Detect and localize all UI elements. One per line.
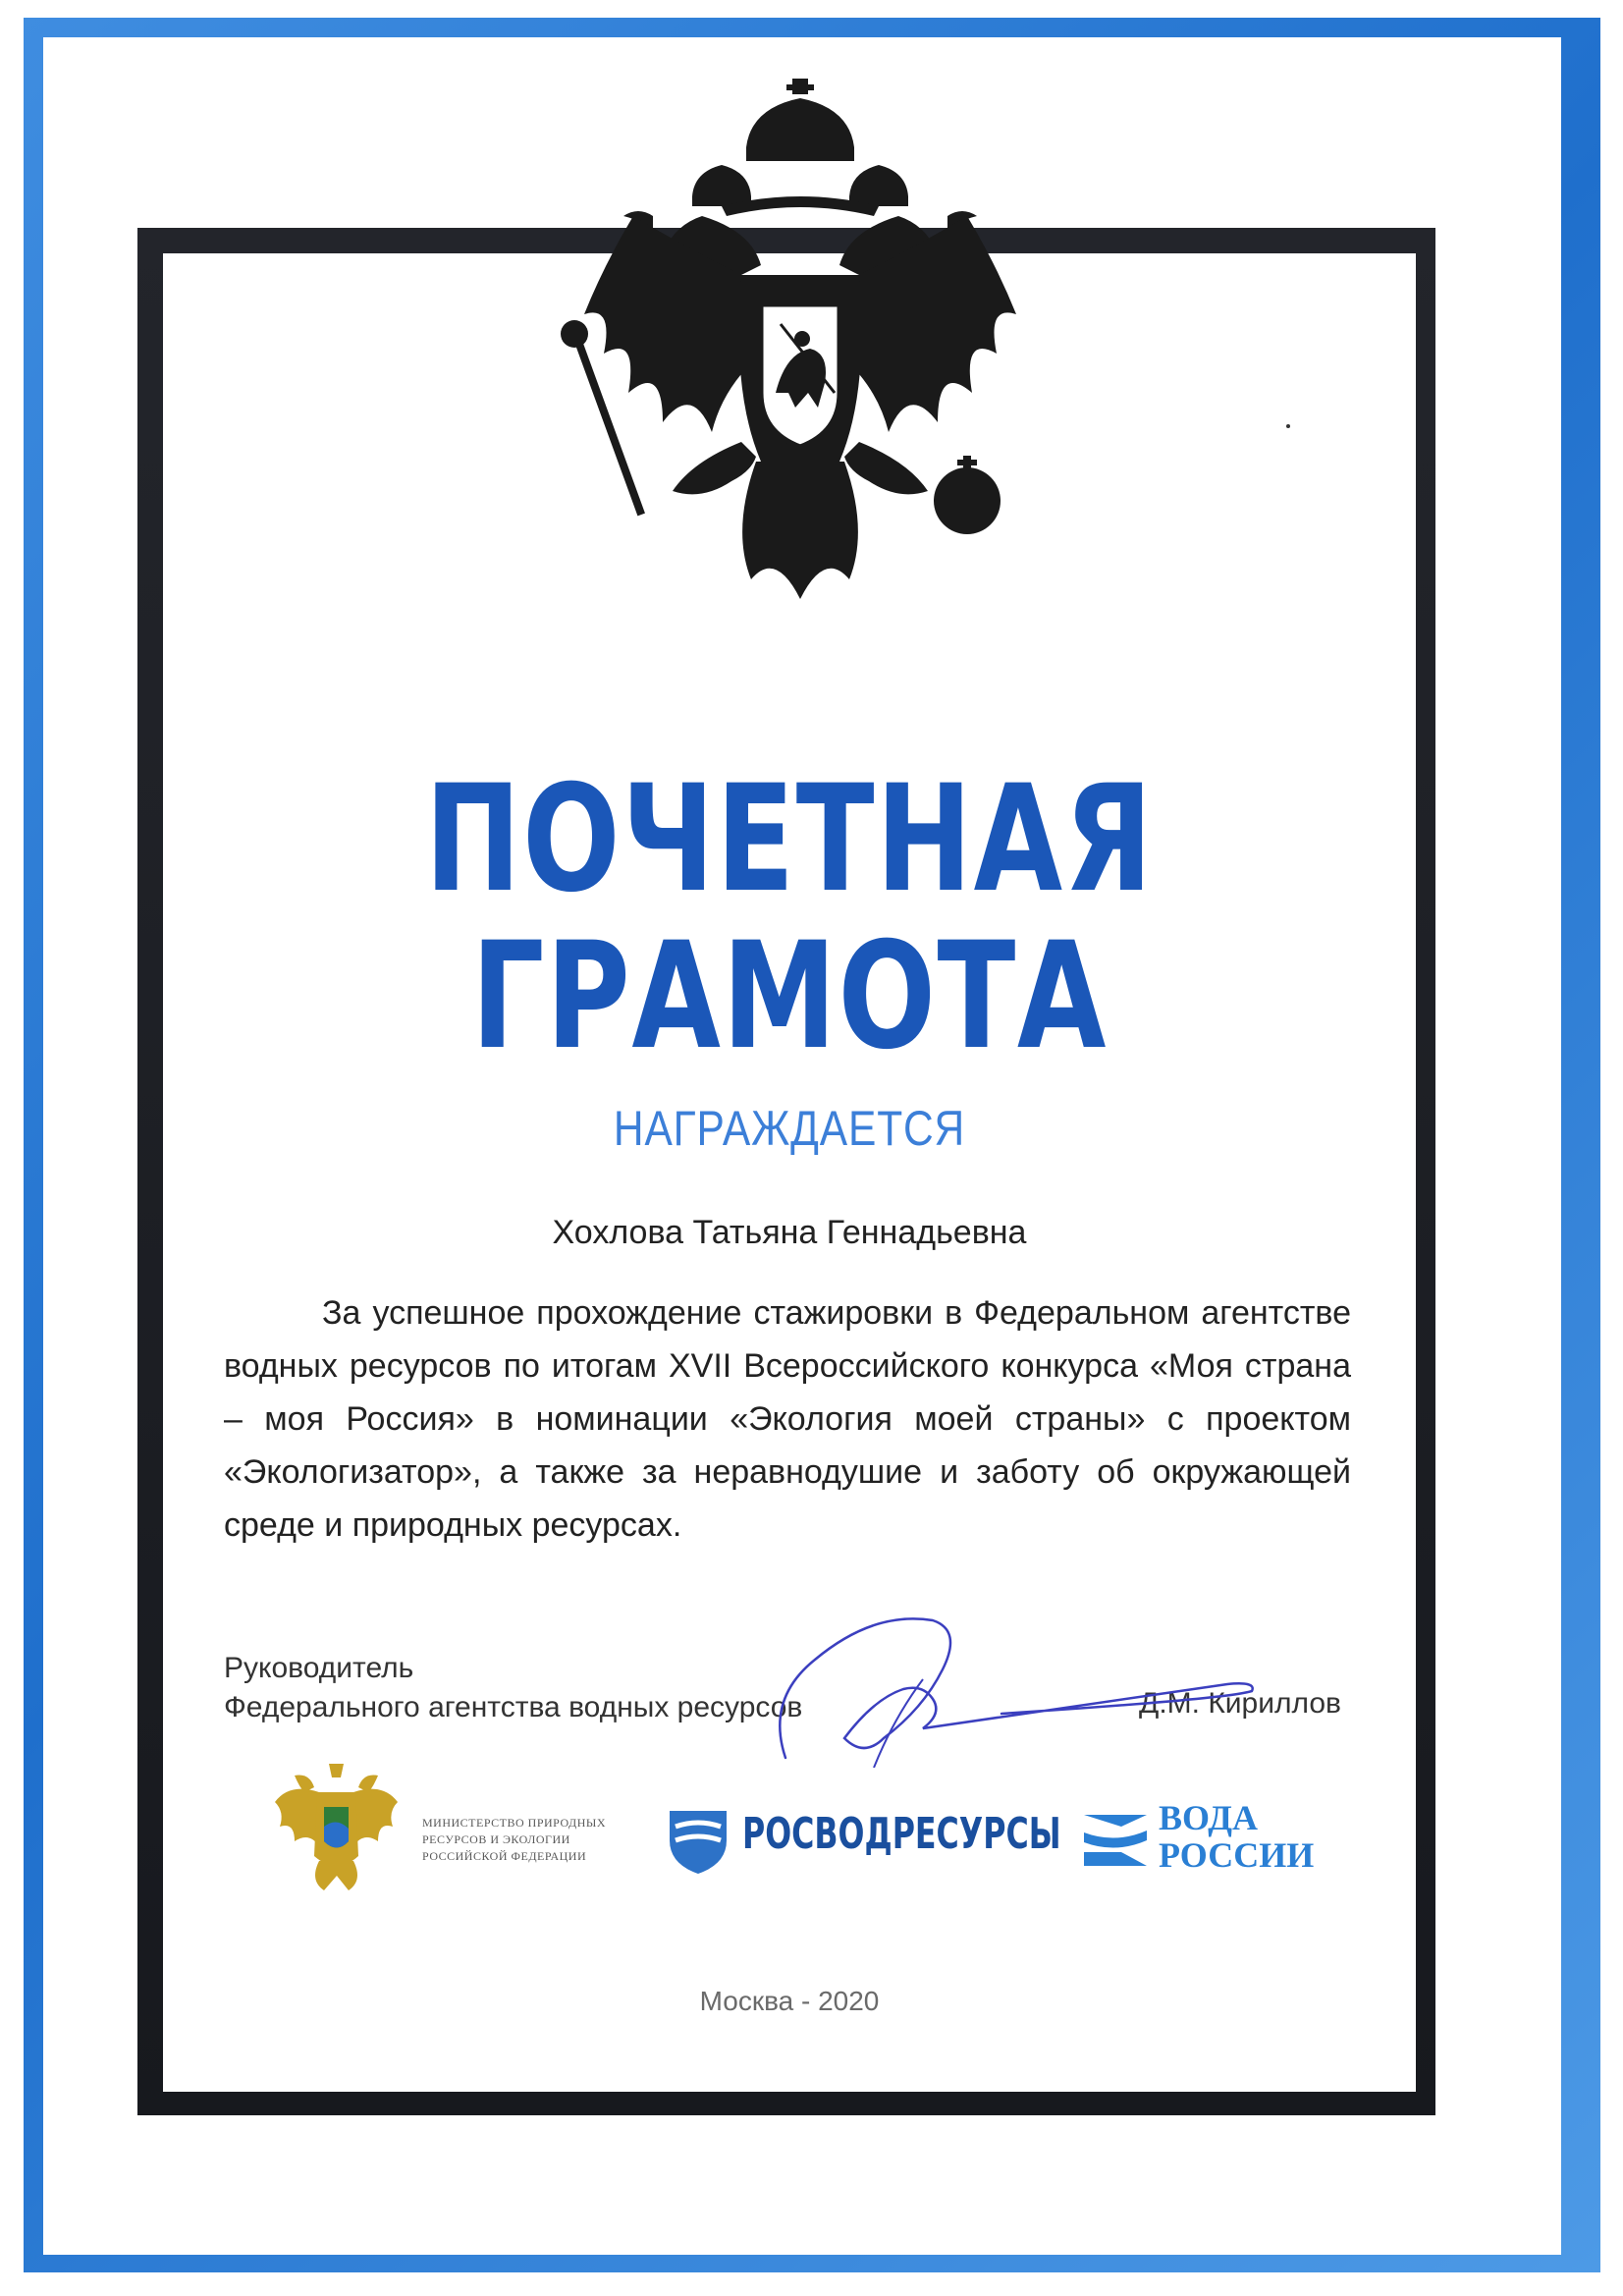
ministry-name-line2: РЕСУРСОВ И ЭКОЛОГИИ	[422, 1832, 570, 1846]
voda-rossii-waves-icon	[1082, 1805, 1149, 1874]
voda-rossii-line2: РОССИИ	[1159, 1835, 1315, 1875]
voda-rossii-logo-text	[1159, 1799, 1314, 1874]
ministry-name-line1: МИНИСТЕРСТВО ПРИРОДНЫХ	[422, 1816, 607, 1830]
voda-rossii-line1: ВОДА	[1159, 1798, 1258, 1837]
signer-role-line2: Федерального агентства водных ресурсов	[224, 1691, 803, 1723]
citation-text: За успешное прохождение стажировки в Федеральном агентстве водных ресурсов по итогам XVII Всероссийского конкурса «Моя страна – моя Россия» в номинации «Экология моей страны» с проектом «Экологизатор», а также за неравнодушие и заботу об окружающей среде и природных ресурсах.	[224, 1294, 1351, 1544]
ministry-name-line3: РОССИЙСКОЙ ФЕДЕРАЦИИ	[422, 1849, 587, 1863]
handwritten-signature-icon	[756, 1591, 1286, 1768]
signer-name: Д.М. Кириллов	[1139, 1687, 1341, 1720]
footer-city-year: Москва - 2020	[699, 1986, 880, 2016]
double-headed-eagle-emblem-icon	[545, 69, 1055, 638]
recipient-name: Хохлова Татьяна Геннадьевна	[552, 1214, 1027, 1251]
ministry-name	[422, 1815, 628, 1865]
signer-role-line1: Руководитель	[224, 1652, 414, 1684]
rosvodresursy-shield-icon	[668, 1805, 729, 1876]
awarded-label: НАГРАЖДАЕТСЯ	[613, 1101, 966, 1156]
certificate-title-line2: ГРАМОТА	[470, 911, 1109, 1082]
rosvodresursy-logo-text: РОСВОДРЕСУРСЫ	[742, 1809, 1061, 1859]
certificate-title-line1: ПОЧЕТНАЯ	[424, 754, 1155, 925]
scan-speck	[1286, 424, 1290, 428]
ministry-emblem-icon	[270, 1758, 403, 1895]
